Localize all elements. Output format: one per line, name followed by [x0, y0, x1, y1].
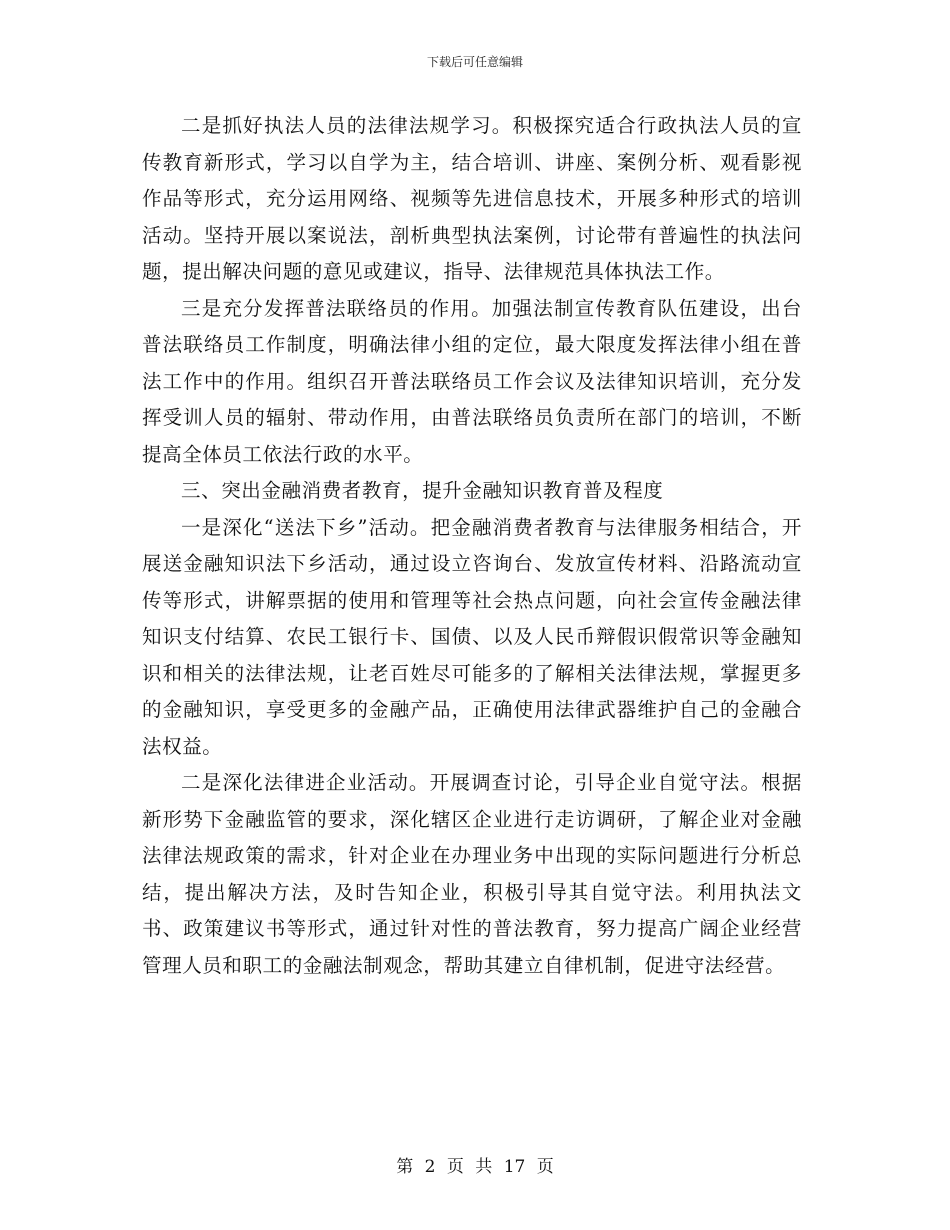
paragraph-2: 三是充分发挥普法联络员的作用。加强法制宣传教育队伍建设，出台普法联络员工作制度，明确法律小组的定位，最大限度发挥法律小组在普法工作中的作用。组织召开普法联络员工作会议及法律知识培训，充分发挥受训人员的辐射、带动作用，由普法联络员负责所在部门的培训，不断提高全体员工依法行政的水平。 [142, 296, 802, 466]
paragraph-1: 二是抓好执法人员的法律法规学习。积极探究适合行政执法人员的宣传教育新形式，学习以自学为主，结合培训、讲座、案例分析、观看影视作品等形式，充分运用网络、视频等先进信息技术，开展多种形式的培训活动。坚持开展以案说法，剖析典型执法案例，讨论带有普遍性的执法问题，提出解决问题的意见或建议，指导、法律规范具体执法工作。 [142, 114, 802, 283]
paragraph-3: 一是深化“送法下乡”活动。把金融消费者教育与法律服务相结合，开展送金融知识法下乡活动，通过设立咨询台、发放宣传材料、沿路流动宣传等形式，讲解票据的使用和管理等社会热点问题，向社会宣传金融法律知识支付结算、农民工银行卡、国债、以及人民币辩假识假常识等金融知识和相关的法律法规，让老百姓尽可能多的了解相关法律法规，掌握更多的金融知识，享受更多的金融产品，正确使用法律武器维护自己的金融合法权益。 [142, 515, 802, 758]
paragraph-4: 二是深化法律进企业活动。开展调查讨论，引导企业自觉守法。根据新形势下金融监管的要求，深化辖区企业进行走访调研，了解企业对金融法律法规政策的需求，针对企业在办理业务中出现的实际问题进行分析总结，提出解决方法，及时告知企业，积极引导其自觉守法。利用执法文书、政策建议书等形式，通过针对性的普法教育，努力提高广阔企业经营管理人员和职工的金融法制观念，帮助其建立自律机制，促进守法经营。 [142, 771, 802, 977]
page-header: 下载后可任意编辑 [426, 55, 523, 69]
section-heading: 三、突出金融消费者教育，提升金融知识教育普及程度 [181, 479, 664, 502]
document-body [142, 108, 802, 984]
page-number-footer: 第 2 页 共 17 页 [396, 1157, 554, 1177]
